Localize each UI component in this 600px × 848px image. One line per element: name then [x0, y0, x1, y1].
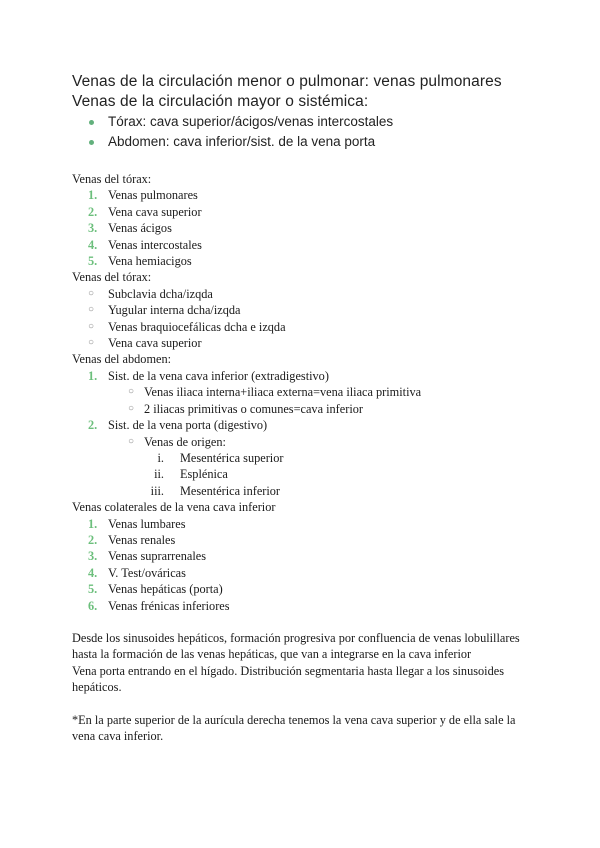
- circle-bullet-icon: ○: [128, 435, 135, 447]
- list-number: 3.: [88, 221, 98, 236]
- paragraph-line: Desde los sinusoides hepáticos, formación progresiva por confluencia de venas lobulillares: [72, 630, 520, 645]
- list-number: 3.: [88, 549, 98, 564]
- list-item: 2. Sist. de la vena porta (digestivo): [88, 418, 268, 433]
- roman-number: i.: [157, 450, 164, 465]
- list-item: ○ 2 iliacas primitivas o comunes=cava inferior: [128, 401, 363, 416]
- list-item: 1. Venas pulmonares: [88, 188, 198, 203]
- list-item: 4. V. Test/ováricas: [88, 565, 186, 580]
- list-item: 5. Vena hemiacigos: [88, 254, 192, 269]
- bullet-icon: [89, 140, 94, 145]
- bullet-icon: [89, 120, 94, 125]
- list-item: i. Mesentérica superior: [72, 450, 532, 466]
- list-number: 1.: [88, 368, 98, 383]
- list-item: 3. Venas ácigos: [88, 221, 172, 236]
- list-number: 4.: [88, 565, 98, 580]
- list-item: ii. Esplénica: [72, 466, 532, 482]
- list-item: 1. Sist. de la vena cava inferior (extradigestivo): [88, 368, 329, 383]
- roman-number: iii.: [150, 483, 164, 498]
- list-number: 2.: [88, 418, 98, 433]
- section-title: Venas colaterales de la vena cava inferior: [72, 500, 276, 515]
- circle-bullet-icon: ○: [88, 320, 95, 332]
- list-item: Tórax: cava superior/ácigos/venas intercostales: [72, 112, 532, 132]
- section-title: Venas del tórax:: [72, 270, 152, 285]
- circle-bullet-icon: ○: [88, 304, 95, 316]
- list-number: 1.: [88, 516, 98, 531]
- list-number: 4.: [88, 237, 98, 252]
- list-item: Abdomen: cava inferior/sist. de la vena porta: [72, 132, 532, 152]
- list-item: ○ Subclavia dcha/izqda: [88, 286, 213, 301]
- roman-number: ii.: [154, 467, 164, 482]
- list-number: 1.: [88, 188, 98, 203]
- list-item: 6. Venas frénicas inferiores: [88, 598, 230, 613]
- list-number: 2.: [88, 204, 98, 219]
- circle-bullet-icon: ○: [88, 287, 95, 299]
- list-item: ○ Venas iliaca interna+iliaca externa=vena iliaca primitiva: [128, 385, 422, 400]
- paragraph-line: hasta la formación de las venas hepáticas, que van a integrarse en la cava inferior: [72, 647, 472, 662]
- section-title: Venas del tórax:: [72, 172, 152, 186]
- list-item: 4. Venas intercostales: [88, 237, 202, 252]
- list-number: 5.: [88, 582, 98, 597]
- paragraph-line: hepáticos.: [72, 680, 122, 695]
- list-number: 5.: [88, 254, 98, 269]
- list-item: 2. Vena cava superior: [88, 204, 202, 219]
- heading-pulmonary: Venas de la circulación menor o pulmonar: venas pulmonares: [72, 73, 502, 90]
- list-item: 2. Venas renales: [88, 532, 176, 547]
- list-item: iii. Mesentérica inferior: [72, 483, 532, 499]
- circle-bullet-icon: ○: [88, 337, 95, 349]
- heading-systemic: Venas de la circulación mayor o sistémica:: [72, 93, 369, 110]
- circle-bullet-icon: ○: [128, 386, 135, 398]
- list-number: 2.: [88, 532, 98, 547]
- list-item: ○ Yugular interna dcha/izqda: [88, 303, 241, 318]
- list-item: ○ Venas braquiocefálicas dcha e izqda: [88, 319, 286, 334]
- list-number: 6.: [88, 598, 98, 613]
- list-item: 1. Venas lumbares: [88, 516, 186, 531]
- document-page: [72, 72, 532, 744]
- list-item: ○ Vena cava superior: [88, 336, 202, 351]
- section-title: Venas del abdomen:: [72, 352, 172, 367]
- note-line: vena cava inferior.: [72, 729, 164, 743]
- paragraph-line: Vena porta entrando en el hígado. Distribución segmentaria hasta llegar a los sinusoides: [72, 663, 504, 678]
- list-item: ○ Venas de origen:: [128, 434, 226, 449]
- circle-bullet-icon: ○: [128, 402, 135, 414]
- note-line: *En la parte superior de la aurícula derecha tenemos la vena cava superior y de ella sale la: [72, 712, 516, 727]
- systemic-bullet-list: [72, 112, 532, 152]
- torax-section-1: [72, 171, 532, 744]
- list-item: 5. Venas hepáticas (porta): [88, 582, 223, 597]
- list-item: 3. Venas suprarrenales: [88, 549, 206, 564]
